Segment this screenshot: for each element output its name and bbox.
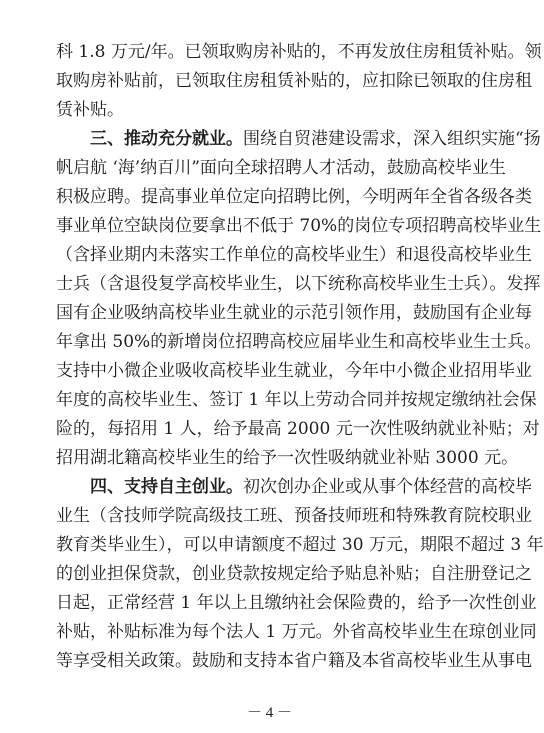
text-line-9: 士兵（含退役复学高校毕业生，以下统称高校毕业生士兵）。发挥 [56,274,541,294]
section-3-heading: 三、推动充分就业。 [90,129,243,149]
text-line-11: 年拿出 50%的新增岗位招聘高校应届毕业生和高校毕业生士兵。 [56,332,542,352]
text-line-22: 等享受相关政策。鼓励和支持本省户籍及本省高校毕业生从事电 [56,651,532,671]
text-line-3: 赁补贴。 [56,100,124,120]
text-line-6: 积极应聘。提高事业单位定向招聘比例，今明两年全省各级各类 [56,187,532,207]
text-line-10: 国有企业吸纳高校毕业生就业的示范引领作用，鼓励国有企业每 [56,303,532,323]
text-line-7: 事业单位空缺岗位要拿出不低于 70%的岗位专项招聘高校毕业生 [56,216,542,236]
section-4-line-1 [90,476,532,500]
section-3-line-1 [90,128,541,152]
text-line-13: 年度的高校毕业生、签订 1 年以上劳动合同并按规定缴纳社会保 [56,390,537,410]
text-line-17: 业生（含技师学院高级技工班、预备技师班和特殊教育院校职业 [56,506,532,526]
section-4-heading: 四、支持自主创业。 [90,477,243,497]
text-line-19: 的创业担保贷款，创业贷款按规定给予贴息补贴；自注册登记之 [56,564,532,584]
text-line-8: （含择业期内未落实工作单位的高校毕业生）和退役高校毕业生 [56,245,532,265]
section-4-intro: 初次创办企业或从事个体经营的高校毕 [243,477,532,497]
text-line-2: 取购房补贴前，已领取住房租赁补贴的，应扣除已领取的住房租 [56,71,532,91]
page-number: － 4 － [246,705,292,721]
text-line-21: 补贴，补贴标准为每个法人 1 万元。外省高校毕业生在琼创业同 [56,622,537,642]
text-line-12: 支持中小微企业吸收高校毕业生就业，今年中小微企业招用毕业 [56,361,532,381]
text-line-20: 日起，正常经营 1 年以上且缴纳社会保险费的，给予一次性创业 [56,593,537,613]
text-line-1: 科 1.8 万元/年。已领取购房补贴的，不再发放住房租赁补贴。领 [56,42,542,62]
section-3-intro: 围绕自贸港建设需求，深入组织实施“扬 [243,129,541,149]
text-line-5: 帆启航 ‘海’纳百川”面向全球招聘人才活动，鼓励高校毕业生 [56,158,506,178]
text-line-15: 招用湖北籍高校毕业生的给予一次性吸纳就业补贴 3000 元。 [56,448,519,468]
text-line-18: 教育类毕业生），可以申请额度不超过 30 万元，期限不超过 3 年 [56,535,544,555]
text-line-14: 险的，每招用 1 人，给予最高 2000 元一次性吸纳就业补贴；对 [56,419,540,439]
